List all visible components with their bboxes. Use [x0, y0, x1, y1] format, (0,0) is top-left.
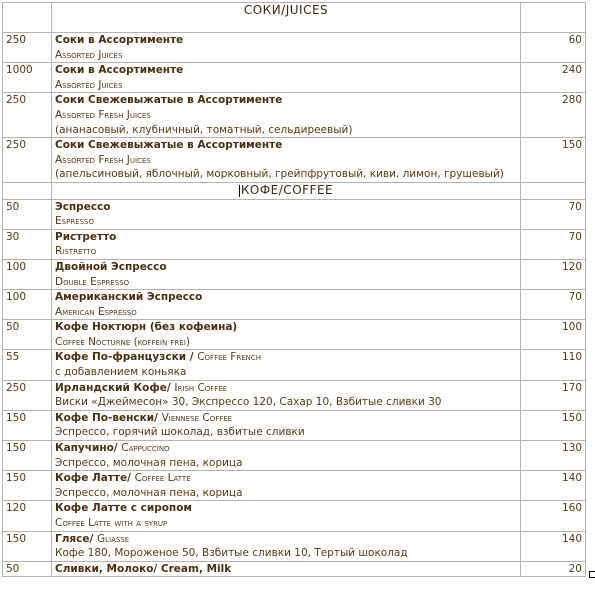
price-cell[interactable]	[521, 471, 586, 501]
item-english-name: Assorted Fresh Juices	[55, 108, 151, 121]
volume-cell[interactable]	[3, 229, 52, 259]
item-price: 130	[561, 442, 582, 455]
menu-body	[3, 3, 586, 577]
price-cell[interactable]	[521, 93, 586, 138]
item-volume: 50	[6, 562, 20, 575]
menu-item-row	[3, 410, 586, 440]
item-description: Виски «Джеймесон» 30, Экспрессо 120, Сахар 10, Взбитые сливки 30	[55, 396, 442, 409]
description-cell[interactable]	[52, 380, 521, 410]
description-cell[interactable]	[52, 93, 521, 138]
description-cell[interactable]	[52, 471, 521, 501]
section-title-cell[interactable]	[52, 3, 521, 33]
description-cell[interactable]	[52, 350, 521, 380]
item-volume: 150	[6, 532, 27, 545]
empty-cell[interactable]	[521, 3, 586, 33]
cell-resize-handle[interactable]	[589, 571, 595, 578]
volume-cell[interactable]	[3, 531, 52, 561]
item-name: Эспрессо	[55, 200, 111, 213]
price-cell[interactable]	[521, 320, 586, 350]
volume-cell[interactable]	[3, 259, 52, 289]
description-cell[interactable]	[52, 33, 521, 63]
item-name: Ирландский Кофе/	[55, 381, 175, 394]
menu-item-row	[3, 350, 586, 380]
item-english-name: Assorted Fresh Juices	[55, 153, 151, 166]
item-name: Соки в Ассортименте	[55, 64, 184, 77]
item-description: Эспрессо, молочная пена, корица	[55, 456, 243, 469]
price-cell[interactable]	[521, 441, 586, 471]
description-cell[interactable]	[52, 320, 521, 350]
item-price: 20	[568, 562, 582, 575]
item-price: 160	[561, 502, 582, 515]
item-name: Кофе Ноктюрн (без кофеина)	[55, 321, 238, 334]
item-price: 70	[568, 230, 582, 243]
volume-cell[interactable]	[3, 290, 52, 320]
item-volume: 55	[6, 351, 20, 364]
item-price: 280	[561, 94, 582, 107]
item-english-name: Coffee Latte	[134, 472, 191, 485]
item-volume: 50	[6, 200, 20, 213]
item-volume: 50	[6, 321, 20, 334]
volume-cell[interactable]	[3, 199, 52, 229]
item-name: Сливки, Молоко/ Cream, Milk	[55, 562, 232, 575]
price-cell[interactable]	[521, 259, 586, 289]
item-description: с добавлением коньяка	[55, 366, 187, 379]
item-volume: 250	[6, 139, 27, 152]
item-name-line	[55, 441, 517, 456]
item-english-name: Assorted Juices	[55, 48, 123, 61]
menu-item-row	[3, 501, 586, 531]
menu-item-row	[3, 380, 586, 410]
item-price: 240	[561, 64, 582, 77]
menu-item-row	[3, 229, 586, 259]
volume-cell[interactable]	[3, 63, 52, 93]
empty-cell[interactable]	[521, 182, 586, 199]
item-description: Эспрессо, горячий шоколад, взбитые сливки	[55, 426, 305, 439]
section-title: СОКИ/JUICES	[243, 3, 329, 17]
item-volume: 100	[6, 291, 27, 304]
menu-item-row	[3, 93, 586, 138]
price-cell[interactable]	[521, 290, 586, 320]
empty-cell[interactable]	[3, 182, 52, 199]
description-cell[interactable]	[52, 501, 521, 531]
item-name-line	[55, 381, 517, 396]
price-cell[interactable]	[521, 561, 586, 577]
item-price: 150	[561, 411, 582, 424]
item-english-name: Irish Coffee	[174, 381, 228, 394]
item-name: Кофе По-венски/	[55, 411, 162, 424]
item-english-name: Cappuccino	[121, 442, 170, 455]
item-description: Кофе 180, Мороженое 50, Взбитые сливки 10, Тертый шоколад	[55, 547, 408, 560]
item-name: Глясе/	[55, 532, 97, 545]
description-cell[interactable]	[52, 199, 521, 229]
item-price: 140	[561, 532, 582, 545]
price-cell[interactable]	[521, 199, 586, 229]
item-name: Соки Свежевыжатые в Ассортименте	[55, 94, 283, 107]
item-english-name: Coffee French	[197, 351, 262, 364]
item-name-line	[55, 350, 517, 365]
item-name: Американский Эспрессо	[55, 291, 203, 304]
item-english-name: American Espresso	[55, 305, 137, 318]
description-cell[interactable]	[52, 531, 521, 561]
section-title: КОФЕ/COFFEE	[240, 182, 334, 197]
item-price: 60	[568, 34, 582, 46]
menu-item-row	[3, 138, 586, 183]
item-price: 100	[561, 321, 582, 334]
item-name: Капучино/	[55, 442, 122, 455]
item-volume: 150	[6, 472, 27, 485]
volume-cell[interactable]	[3, 138, 52, 183]
item-name: Кофе Латте с сиропом	[55, 502, 192, 515]
item-description: (ананасовый, клубничный, томатный, сельдиреевый)	[55, 123, 353, 136]
item-name: Соки Свежевыжатые в Ассортименте	[55, 139, 283, 152]
price-cell[interactable]	[521, 410, 586, 440]
volume-cell[interactable]	[3, 93, 52, 138]
menu-item-row	[3, 199, 586, 229]
menu-item-row	[3, 290, 586, 320]
price-cell[interactable]	[521, 63, 586, 93]
section-title-cell[interactable]	[52, 182, 521, 199]
item-price: 140	[561, 472, 582, 485]
description-cell[interactable]	[52, 229, 521, 259]
menu-item-row	[3, 259, 586, 289]
empty-cell[interactable]	[3, 3, 52, 33]
item-english-name: Coffee Nocturne (koffein frei)	[55, 335, 190, 348]
item-english-name: Ristretto	[55, 245, 97, 258]
volume-cell[interactable]	[3, 380, 52, 410]
item-name-line	[55, 411, 517, 426]
item-english-name: Coffee Latte with a syrup	[55, 517, 168, 529]
item-description: Эспрессо, молочная пена, корица	[55, 486, 243, 499]
volume-cell[interactable]	[3, 471, 52, 501]
menu-item-row	[3, 63, 586, 93]
item-name-line	[55, 532, 517, 547]
item-volume: 150	[6, 411, 27, 424]
item-volume: 150	[6, 442, 27, 455]
price-cell[interactable]	[521, 350, 586, 380]
price-cell[interactable]	[521, 138, 586, 183]
description-cell[interactable]	[52, 138, 521, 183]
item-price: 120	[561, 260, 582, 273]
item-price: 150	[561, 139, 582, 152]
item-english-name: Viennese Coffee	[161, 411, 233, 424]
item-volume: 250	[6, 34, 27, 46]
menu-item-row	[3, 33, 586, 63]
item-price: 170	[561, 381, 582, 394]
description-cell[interactable]	[52, 290, 521, 320]
menu-item-row	[3, 561, 586, 577]
price-cell[interactable]	[521, 531, 586, 561]
description-cell[interactable]	[52, 441, 521, 471]
item-volume: 1000	[6, 64, 33, 77]
item-price: 70	[568, 291, 582, 304]
item-english-name: Gliasse	[96, 532, 130, 545]
price-cell[interactable]	[521, 33, 586, 63]
description-cell[interactable]	[52, 63, 521, 93]
menu-item-row	[3, 320, 586, 350]
item-price: 110	[561, 351, 582, 364]
item-volume: 30	[6, 230, 20, 243]
menu-item-row	[3, 471, 586, 501]
menu-item-row	[3, 531, 586, 561]
volume-cell[interactable]	[3, 561, 52, 577]
item-name: Двойной Эспрессо	[55, 260, 167, 273]
item-volume: 250	[6, 94, 27, 107]
item-english-name: Espresso	[55, 215, 94, 228]
item-name: Соки в Ассортименте	[55, 34, 184, 46]
item-volume: 250	[6, 381, 27, 394]
item-name: Кофе По-французски /	[55, 351, 198, 364]
menu-table	[2, 2, 586, 577]
item-volume: 100	[6, 260, 27, 273]
text-cursor	[239, 185, 240, 197]
item-english-name: Double Espresso	[55, 275, 130, 288]
volume-cell[interactable]	[3, 350, 52, 380]
price-cell[interactable]	[521, 380, 586, 410]
section-header-row	[3, 3, 586, 33]
item-volume: 120	[6, 502, 27, 515]
item-name: Ристретто	[55, 230, 117, 243]
item-name-line	[55, 471, 517, 486]
volume-cell[interactable]	[3, 410, 52, 440]
item-name: Кофе Латте/	[55, 472, 135, 485]
item-english-name: Assorted Juices	[55, 78, 123, 91]
description-cell[interactable]	[52, 259, 521, 289]
volume-cell[interactable]	[3, 441, 52, 471]
description-cell[interactable]	[52, 561, 521, 577]
price-cell[interactable]	[521, 229, 586, 259]
item-description: (апельсиновый, яблочный, морковный, грейпфрутовый, киви, лимон, грушевый)	[55, 168, 504, 181]
volume-cell[interactable]	[3, 501, 52, 531]
section-header-row	[3, 182, 586, 199]
volume-cell[interactable]	[3, 33, 52, 63]
price-cell[interactable]	[521, 501, 586, 531]
description-cell[interactable]	[52, 410, 521, 440]
volume-cell[interactable]	[3, 320, 52, 350]
item-price: 70	[568, 200, 582, 213]
menu-item-row	[3, 441, 586, 471]
